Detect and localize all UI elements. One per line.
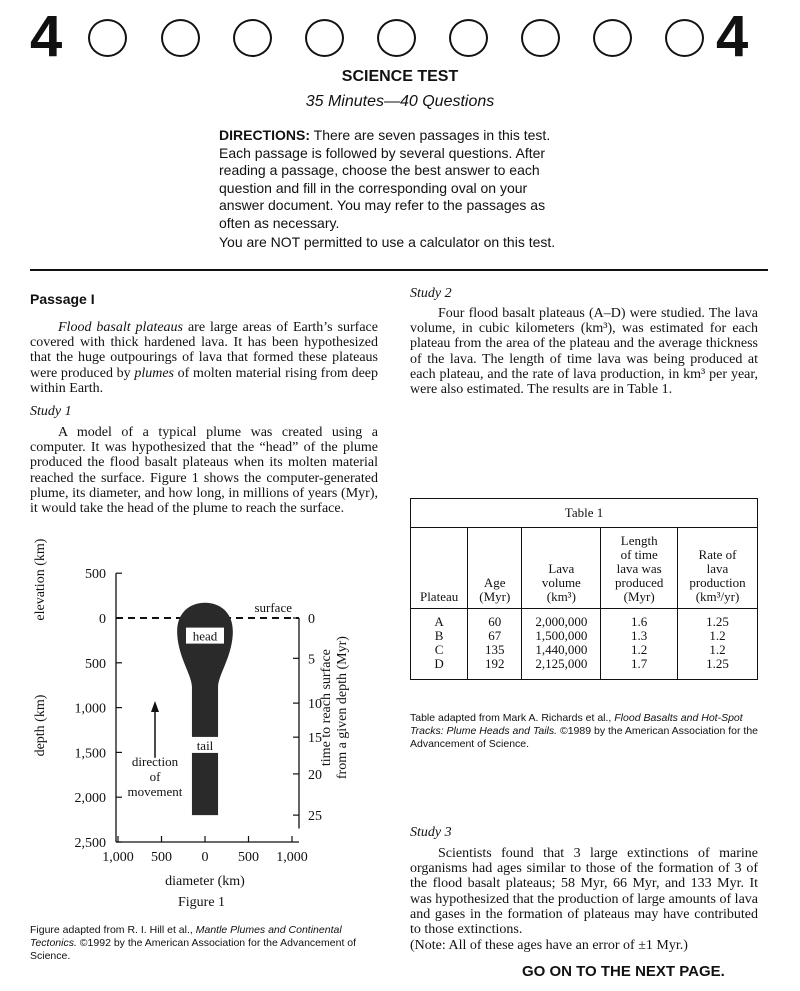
bottom-axis-tick-label: 500 (238, 850, 259, 865)
left-axis-tick-label: 2,500 (74, 836, 106, 851)
right-axis-tick-label: 25 (308, 809, 322, 825)
oval-1 (88, 19, 127, 57)
direction-arrow-head (151, 701, 159, 712)
table-header-line: of time (620, 547, 658, 562)
directions-label: DIRECTIONS: (219, 127, 310, 143)
table-header-0 (411, 528, 468, 609)
table-row (411, 629, 758, 643)
study3-heading: Study 3 (410, 825, 452, 840)
right-axis-label-1: time to reach surface (319, 649, 334, 767)
oval-4 (305, 19, 344, 57)
table-cell: 1.7 (601, 657, 678, 680)
direction-label: movement (127, 783, 183, 799)
figure-label: Figure 1 (178, 895, 226, 910)
figure-caption-text-1: Figure adapted from R. I. Hill et al., (30, 924, 196, 936)
table-header-line: Rate of (698, 547, 737, 562)
oval-2 (161, 19, 200, 57)
term-flood-basalt: Flood basalt plateaus (58, 320, 184, 335)
table-header-line: (km³) (546, 589, 576, 604)
oval-6 (449, 19, 488, 57)
table-1 (410, 498, 758, 680)
table-cell: 1.3 (601, 629, 678, 643)
left-axis-tick-label: 500 (85, 656, 106, 672)
right-axis-tick-label: 20 (308, 767, 322, 783)
intro-text-2: of molten material rising from deep within Earth. (30, 365, 378, 396)
study3-text: Scientists found that 3 large extinctions of marine organisms had ages similar to those of the formation of 3 of the flood basalt plateaus; 58 Myr, 66 Myr, and 133 Myr. It was hypothesized that the production of large amounts of lava and gases in the formation of plateaus may have contributed to those extinctions. (410, 846, 758, 938)
y-axis-top-label: elevation (km) (33, 538, 48, 621)
figure-1 (30, 525, 380, 925)
surface-label: surface (254, 600, 292, 615)
table-header-line: Length (620, 533, 658, 548)
study2-text: Four flood basalt plateaus (A–D) were studied. The lava volume, in cubic kilometers (km³), was estimated for each plateau from the area of the plateau and the average thickness of the lava. The length of time lava was being produced at each plateau, and the rate of lava production, in km³ per year, were also estimated. The results are in Table 1. (410, 306, 758, 398)
table-header-line: (Myr) (623, 589, 655, 604)
left-axis-tick-label: 1,500 (74, 746, 106, 762)
table-header-2 (522, 528, 601, 609)
left-axis-tick-label: 1,000 (74, 701, 106, 717)
table-cell: 1.6 (601, 609, 678, 630)
study2-heading: Study 2 (410, 286, 452, 301)
table-row (411, 609, 758, 630)
figure-caption-text-2: ©1992 by the American Association for the Advancement of Science. (30, 937, 357, 962)
right-axis-tick-label: 15 (308, 731, 322, 747)
passage-intro (30, 320, 378, 396)
directions (219, 127, 575, 233)
oval-8 (593, 19, 632, 57)
oval-9 (665, 19, 704, 57)
left-axis-tick-label: 2,000 (74, 791, 106, 807)
direction-label: direction (131, 753, 179, 769)
table-header-line: (Myr) (479, 589, 511, 604)
bottom-axis-tick-label: 0 (201, 850, 209, 865)
right-axis-tick-label: 10 (308, 697, 322, 713)
table-header-line: Age (483, 575, 506, 590)
term-plumes: plumes (134, 365, 174, 381)
right-axis-tick-label: 0 (308, 612, 315, 627)
study1-text: A model of a typical plume was created using a computer. It was hypothesized that the “head” of the plume produced the flood basalt plateaus when its molten material reached the surface. Figure 1 shows the computer-generated plume, its diameter, and how long, in millions of years (Myr), it would take the head of the plume to reach the surface. (30, 425, 378, 517)
table-cell: A (411, 609, 468, 630)
table-cell: 60 (468, 609, 522, 630)
figure-caption (30, 924, 380, 963)
table-cell: D (411, 657, 468, 680)
table-cell: 1,440,000 (522, 643, 601, 657)
section-number-left: 4 (30, 4, 63, 69)
figure-caption-title: Mantle Plumes and Continental Tectonics. (30, 924, 342, 949)
table-cell: 2,125,000 (522, 657, 601, 680)
test-subtitle: 35 Minutes—40 Questions (305, 93, 495, 110)
table-header-3 (601, 528, 678, 609)
study1-heading: Study 1 (30, 404, 72, 419)
table-caption-title: Flood Basalts and Hot-Spot Tracks: Plume Heads and Tails. (410, 712, 743, 737)
left-axis-tick-label: 500 (85, 567, 106, 583)
right-axis-tick-label: 5 (308, 652, 315, 668)
table-cell: C (411, 643, 468, 657)
right-axis-label-2: from a given depth (Myr) (335, 636, 350, 780)
passage-title: Passage I (30, 291, 95, 307)
next-page-note: GO ON TO THE NEXT PAGE. (522, 963, 725, 980)
table-cell: 135 (468, 643, 522, 657)
oval-7 (521, 19, 560, 57)
table-cell: B (411, 629, 468, 643)
table-header-4 (678, 528, 758, 609)
table-header-line: volume (541, 575, 581, 590)
head-label: head (192, 628, 218, 644)
table-caption-text-1: Table adapted from Mark A. Richards et al., (410, 712, 615, 724)
y-axis-bottom-label: depth (km) (33, 694, 48, 757)
left-axis-tick-label: 0 (99, 612, 106, 627)
intro-text-1: are large areas of Earth’s surface covered with thick hardened lava. It has been hypothesized that the huge outpourings of lava that formed these plateaus were produced by (30, 320, 378, 381)
table-row (411, 657, 758, 680)
bottom-axis-tick-label: 500 (151, 850, 172, 865)
calculator-note: You are NOT permitted to use a calculator on this test. (219, 234, 556, 250)
table-header-line: Lava (548, 561, 575, 576)
table-cell: 1.2 (601, 643, 678, 657)
table-header-line: production (689, 575, 746, 590)
study3-note: (Note: All of these ages have an error of ±1 Myr.) (410, 938, 688, 953)
table-title: Table 1 (411, 499, 758, 528)
section-number-right: 4 (716, 4, 749, 69)
bottom-axis-tick-label: 1,000 (276, 850, 308, 865)
table-header-line: lava (706, 561, 729, 576)
table-header-line: lava was (616, 561, 662, 576)
direction-label: of (149, 768, 161, 784)
table-cell: 192 (468, 657, 522, 680)
table-row (411, 643, 758, 657)
tail-label: tail (196, 737, 214, 753)
table-cell: 2,000,000 (522, 609, 601, 630)
table-cell: 1,500,000 (522, 629, 601, 643)
table-caption (410, 712, 760, 751)
header-rule (30, 269, 768, 271)
table-cell: 1.25 (706, 656, 729, 671)
table-header-line: Plateau (419, 589, 459, 604)
table-cell: 1.2 (709, 628, 726, 643)
table-header-line: (km³/yr) (695, 589, 740, 604)
oval-5 (377, 19, 416, 57)
table-header-line: produced (614, 575, 664, 590)
test-title: SCIENCE TEST (341, 68, 459, 85)
oval-3 (233, 19, 272, 57)
table-cell: 1.2 (709, 642, 726, 657)
table-cell: 67 (468, 629, 522, 643)
directions-text: There are seven passages in this test. Each passage is followed by several questions. After reading a passage, choose the best answer to each question and fill in the corresponding oval on your answer document. You may refer to the passages as often as necessary. (219, 127, 551, 231)
x-axis-label: diameter (km) (165, 874, 245, 889)
table-header-1 (468, 528, 522, 609)
table-caption-text-2: ©1989 by the American Association for the Advancement of Science. (410, 725, 758, 750)
table-cell: 1.25 (706, 614, 729, 629)
bottom-axis-tick-label: 1,000 (102, 850, 134, 865)
